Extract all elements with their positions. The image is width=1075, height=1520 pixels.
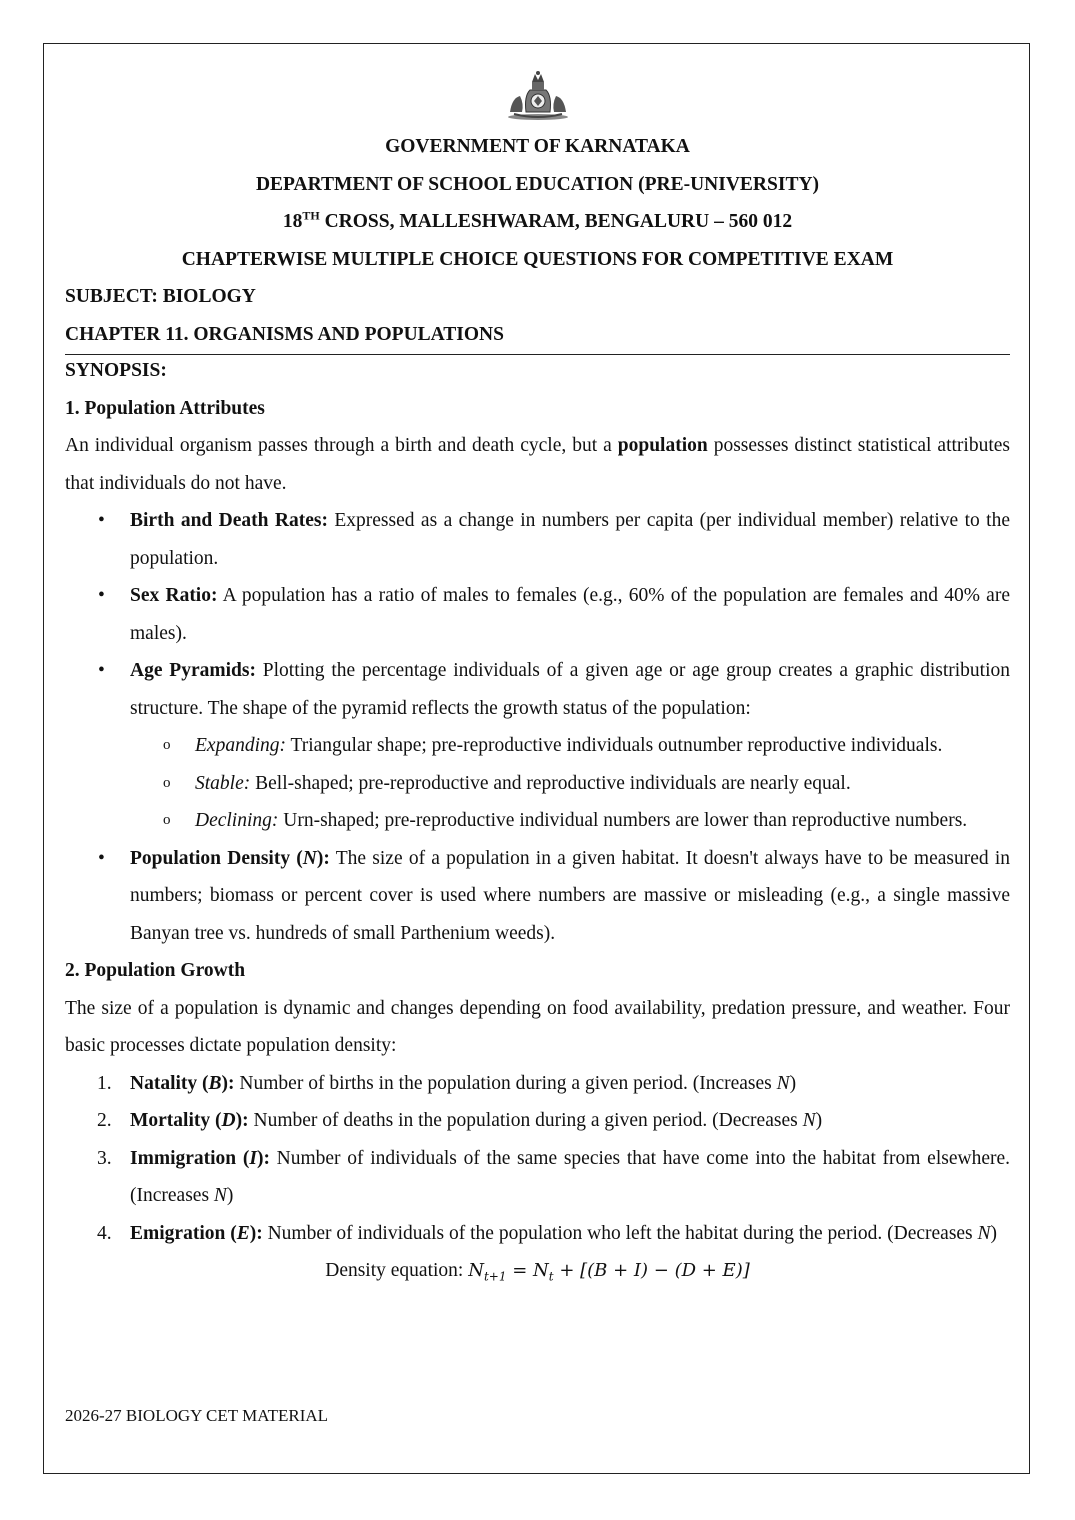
list-item	[65, 652, 1010, 840]
section-2-intro: The size of a population is dynamic and changes depending on food availability, predation pressure, and weather. Four basic processes dictate population density:	[65, 997, 1010, 1056]
n-symbol: N	[776, 1072, 790, 1094]
density-equation	[65, 1252, 1010, 1290]
list-item	[65, 577, 1010, 652]
section-2-title: 2. Population Growth	[65, 960, 246, 981]
list-item-label: Mortality (D):	[130, 1110, 249, 1131]
header-line-3-number: 18	[282, 211, 303, 232]
list-item	[65, 840, 1010, 953]
list-item-label: Natality (B):	[130, 1072, 235, 1094]
list-item-text: Expressed as a change in numbers per capita (per individual member) relative to the population.	[130, 510, 1010, 569]
list-item	[65, 765, 1010, 803]
list-item-text: Bell-shaped; pre-reproductive and reproductive individuals are nearly equal.	[250, 772, 851, 794]
list-item-text: Plotting the percentage individuals of a given age or age group creates a graphic distribution structure. The shape of the pyramid reflects the growth status of the population:	[130, 660, 1010, 719]
synopsis-heading: SYNOPSIS:	[65, 360, 167, 381]
list-item-text: Number of deaths in the population during a given period. (Decreases	[248, 1110, 803, 1131]
subject-heading: SUBJECT: BIOLOGY	[65, 286, 256, 307]
n-symbol: N	[802, 1110, 816, 1131]
list-item-label: Immigration (I):	[130, 1147, 270, 1169]
list-item-label: Birth and Death Rates:	[130, 510, 328, 531]
list-item-label: Population Density (N):	[130, 847, 330, 869]
header-line-2: DEPARTMENT OF SCHOOL EDUCATION (PRE-UNIVERSITY)	[255, 173, 820, 195]
list-item-text: Number of births in the population during a given period. (Increases	[234, 1072, 777, 1094]
equation-formula: $N_{t+1} = N_t + [(B + I) - (D + E)]$	[468, 1260, 750, 1284]
equation-label: Density equation:	[325, 1260, 469, 1281]
header-line-3	[65, 203, 1010, 241]
header-line-4: CHAPTERWISE MULTIPLE CHOICE QUESTIONS FOR COMPETITIVE EXAM	[181, 248, 894, 270]
section-1-intro-b: possesses distinct statistical attributes that individuals do not have.	[65, 435, 1010, 494]
list-item: 3. Immigration (I): Number of individuals of the same species that have come into the habitat from elsewhere. (Increases N)	[65, 1140, 1010, 1215]
list-item-text: Number of individuals of the population who left the habitat during the period. (Decreases	[262, 1222, 978, 1244]
list-item-number: 2.	[97, 1110, 112, 1131]
list-item: 4. Emigration (E): Number of individuals of the population who left the habitat during the period. (Decreases N)	[65, 1215, 1010, 1253]
chapter-heading: CHAPTER 11. ORGANISMS AND POPULATIONS	[65, 323, 504, 345]
n-symbol: N	[213, 1185, 227, 1206]
list-item	[65, 502, 1010, 577]
growth-processes-list	[65, 1065, 1010, 1253]
list-item	[65, 802, 1010, 840]
attributes-list	[65, 502, 1010, 952]
list-item-label: Age Pyramids:	[130, 660, 256, 681]
karnataka-emblem-icon	[502, 68, 574, 122]
list-item	[65, 727, 1010, 765]
list-item-number: 4.	[97, 1222, 112, 1244]
list-item: 1. Natality (B): Number of births in the population during a given period. (Increases N)	[65, 1065, 1010, 1103]
header-line-3-rest: CROSS, MALLESHWARAM, BENGALURU – 560 012	[319, 211, 793, 232]
section-1-intro	[65, 427, 1010, 502]
document-body	[65, 68, 1010, 1290]
page-footer: 2026-27 BIOLOGY CET MATERIAL	[65, 1406, 329, 1425]
list-item-number: 1.	[97, 1072, 112, 1094]
header-line-3-superscript: TH	[302, 208, 320, 223]
list-item-label: Stable:	[195, 772, 251, 794]
pyramid-types-list	[65, 727, 1010, 840]
section-1-intro-a: An individual organism passes through a birth and death cycle, but a	[65, 435, 618, 456]
list-item-label: Sex Ratio:	[130, 585, 218, 606]
list-item-text: The size of a population in a given habitat. It doesn't always have to be measured in numbers; biomass or percent cover is used where numbers are massive or misleading (e.g., a single massive Banyan tree vs. hundreds of small Parthenium weeds).	[130, 847, 1011, 944]
header-line-1: GOVERNMENT OF KARNATAKA	[385, 136, 690, 157]
list-item-text: Urn-shaped; pre-reproductive individual numbers are lower than reproductive numbers.	[278, 810, 968, 831]
section-1-title: 1. Population Attributes	[65, 397, 265, 419]
section-1-intro-bold: population	[617, 435, 708, 456]
n-symbol: N	[977, 1222, 991, 1244]
list-item-text: Number of individuals of the same species that have come into the habitat from elsewhere. (Increases	[130, 1147, 1010, 1206]
list-item-label: Emigration (E):	[130, 1222, 263, 1244]
list-item-text: A population has a ratio of males to females (e.g., 60% of the population are females and 40% are males).	[130, 585, 1010, 644]
list-item-text: Triangular shape; pre-reproductive individuals outnumber reproductive individuals.	[285, 735, 943, 756]
list-item-label: Expanding:	[195, 735, 286, 756]
list-item-label: Declining:	[195, 810, 279, 831]
list-item-number: 3.	[97, 1147, 112, 1169]
list-item: 2. Mortality (D): Number of deaths in the population during a given period. (Decreases N)	[65, 1102, 1010, 1140]
